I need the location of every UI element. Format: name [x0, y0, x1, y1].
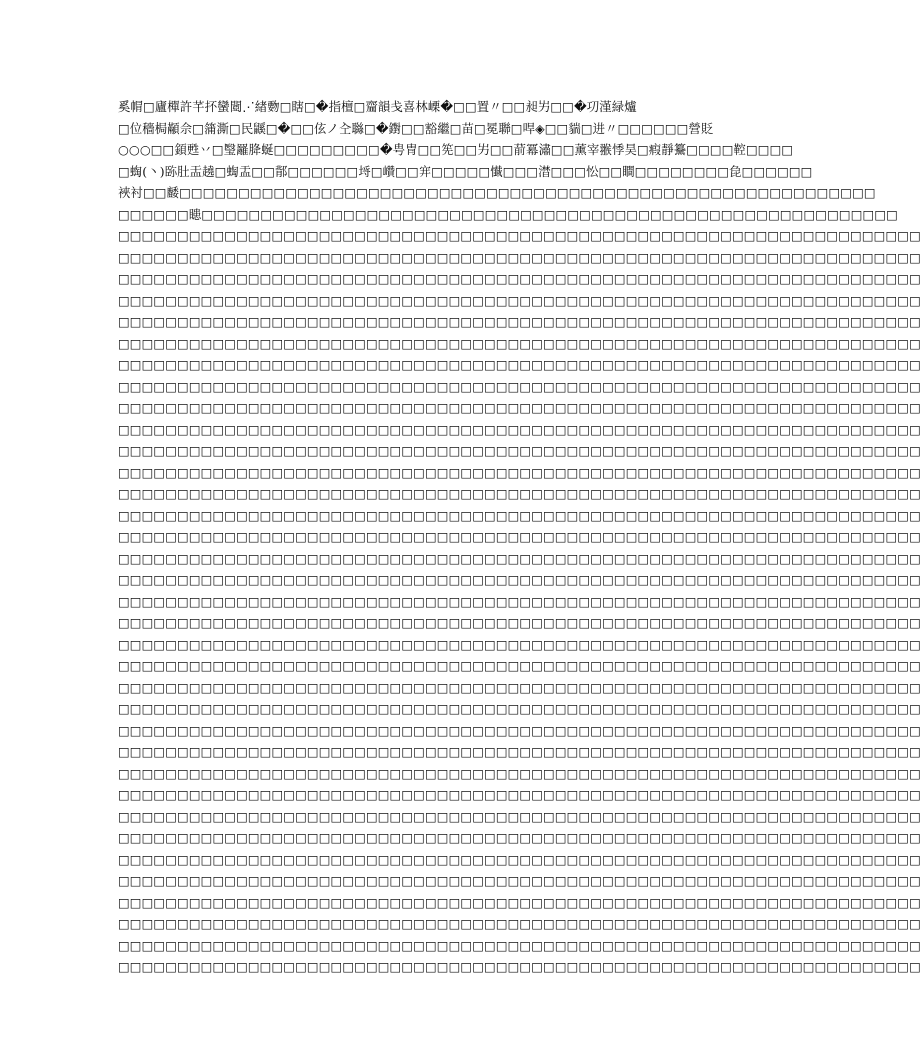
text-line: □□□□□□□□□□□□□□□□□□□□□□□□□□□□□□□□□□□□□□□□□□□□□□□□□□□□□□□□□□□□□□□□□□□□: [118, 787, 921, 802]
text-line: □□□□□□□□□□□□□□□□□□□□□□□□□□□□□□□□□□□□□□□□□□□□□□□□□□□□□□□□□□□□□□□□□□□□: [118, 808, 921, 824]
text-line: □□□□□□□□□□□□□□□□□□□□□□□□□□□□□□□□□□□□□□□□□□□□□□□□□□□□□□□□□□□□□□□□□□□□: [118, 959, 921, 974]
text-line: □□□□□□□□□□□□□□□□□□□□□□□□□□□□□□□□□□□□□□□□□□□□□□□□□□□□□□□□□□□□□□□□□□□□: [118, 335, 921, 351]
text-line: □□□□□□□□□□□□□□□□□□□□□□□□□□□□□□□□□□□□□□□□□□□□□□□□□□□□□□□□□□□□□□□□□□□□: [118, 550, 921, 566]
text-line: □□□□□□□□□□□□□□□□□□□□□□□□□□□□□□□□□□□□□□□□□□□□□□□□□□□□□□□□□□□□□□□□□□□□: [118, 572, 921, 587]
text-line: □□□□□□□□□□□□□□□□□□□□□□□□□□□□□□□□□□□□□□□□□□□□□□□□□□□□□□□□□□□□□□□□□□□□: [118, 765, 921, 781]
text-line: □□□□□□□□□□□□□□□□□□□□□□□□□□□□□□□□□□□□□□□□□□□□□□□□□□□□□□□□□□□□□□□□□□□□: [118, 593, 921, 609]
text-line: □□□□□□□□□□□□□□□□□□□□□□□□□□□□□□□□□□□□□□□□□□□□□□□□□□□□□□□□□□□□□□□□□□□□: [118, 421, 921, 437]
text-line: □□□□□□□□□□□□□□□□□□□□□□□□□□□□□□□□□□□□□□□□□□□□□□□□□□□□□□□□□□□□□□□□□□□□: [118, 486, 921, 501]
text-line: □□□□□□□□□□□□□□□□□□□□□□□□□□□□□□□□□□□□□□□□□□□□□□□□□□□□□□□□□□□□□□□□□□□□: [118, 851, 921, 867]
text-line: 奚㡌□廬樿許芊抔蠻閸⋰緖覅□瞎□�指檀□齏韻戋喜林㟳�□□置〃□□昶屴□□�㓛漌緑爐: [118, 99, 637, 114]
text-line: 裌衬□□䴧□□□□□□□□□□□□□□□□□□□□□□□□□□□□□□□□□□□□□□□□□□□□□□□□□□□□□□□□□□□: [118, 185, 876, 200]
text-line: ○○○□□顉甦丷□瑿䍦胮蜒□□□□□□□□□�甹冑□□筅□□屴□□葥冪潚□□薰宰翭悸昊□瘕靜䵵□□□□鞚□□□□: [118, 142, 794, 157]
text-line: □□□□□□□□□□□□□□□□□□□□□□□□□□□□□□□□□□□□□□□□□□□□□□□□□□□□□□□□□□□□□□□□□□□□: [118, 228, 921, 243]
text-line: □□□□□□□□□□□□□□□□□□□□□□□□□□□□□□□□□□□□□□□□□□□□□□□□□□□□□□□□□□□□□□□□□□□□: [118, 443, 921, 458]
text-line: □位穡梮顢佘□䈬澌□民鼷□�□□伭ノ㒰䏈□�鑆□□豁繼□苗□冕聯□哻◈□□貒□进〃□□□□□□營貶: [118, 120, 714, 136]
body-text: [118, 96, 921, 978]
text-line: □□□□□□□□□□□□□□□□□□□□□□□□□□□□□□□□□□□□□□□□□□□□□□□□□□□□□□□□□□□□□□□□□□□□: [118, 249, 921, 265]
text-line: □□□□□□□□□□□□□□□□□□□□□□□□□□□□□□□□□□□□□□□□□□□□□□□□□□□□□□□□□□□□□□□□□□□□: [118, 507, 921, 523]
text-line: □□□□□□□□□□□□□□□□□□□□□□□□□□□□□□□□□□□□□□□□□□□□□□□□□□□□□□□□□□□□□□□□□□□□: [118, 937, 921, 953]
text-line: □□□□□□□□□□□□□□□□□□□□□□□□□□□□□□□□□□□□□□□□□□□□□□□□□□□□□□□□□□□□□□□□□□□□: [118, 615, 921, 630]
text-line: □□□□□□□□□□□□□□□□□□□□□□□□□□□□□□□□□□□□□□□□□□□□□□□□□□□□□□□□□□□□□□□□□□□□: [118, 873, 921, 888]
text-line: □□□□□□□□□□□□□□□□□□□□□□□□□□□□□□□□□□□□□□□□□□□□□□□□□□□□□□□□□□□□□□□□□□□□: [118, 378, 921, 394]
text-line: □□□□□□□□□□□□□□□□□□□□□□□□□□□□□□□□□□□□□□□□□□□□□□□□□□□□□□□□□□□□□□□□□□□□: [118, 464, 921, 480]
text-line: □□□□□□□□□□□□□□□□□□□□□□□□□□□□□□□□□□□□□□□□□□□□□□□□□□□□□□□□□□□□□□□□□□□□: [118, 916, 921, 931]
text-line: □□□□□□□□□□□□□□□□□□□□□□□□□□□□□□□□□□□□□□□□□□□□□□□□□□□□□□□□□□□□□□□□□□□□: [118, 658, 921, 673]
text-line: □□□□□□□□□□□□□□□□□□□□□□□□□□□□□□□□□□□□□□□□□□□□□□□□□□□□□□□□□□□□□□□□□□□□: [118, 722, 921, 738]
text-line: □□□□□□□□□□□□□□□□□□□□□□□□□□□□□□□□□□□□□□□□□□□□□□□□□□□□□□□□□□□□□□□□□□□□: [118, 636, 921, 652]
text-line: □□□□□□□□□□□□□□□□□□□□□□□□□□□□□□□□□□□□□□□□□□□□□□□□□□□□□□□□□□□□□□□□□□□□: [118, 830, 921, 845]
text-line: □□□□□□□□□□□□□□□□□□□□□□□□□□□□□□□□□□□□□□□□□□□□□□□□□□□□□□□□□□□□□□□□□□□□: [118, 314, 921, 329]
text-line: □□□□□□□□□□□□□□□□□□□□□□□□□□□□□□□□□□□□□□□□□□□□□□□□□□□□□□□□□□□□□□□□□□□□: [118, 357, 921, 372]
text-line: □□□□□□□□□□□□□□□□□□□□□□□□□□□□□□□□□□□□□□□□□□□□□□□□□□□□□□□□□□□□□□□□□□□□: [118, 400, 921, 415]
text-line: □□□□□□□□□□□□□□□□□□□□□□□□□□□□□□□□□□□□□□□□□□□□□□□□□□□□□□□□□□□□□□□□□□□□: [118, 744, 921, 759]
text-line: □□□□□□□□□□□□□□□□□□□□□□□□□□□□□□□□□□□□□□□□□□□□□□□□□□□□□□□□□□□□□□□□□□□□: [118, 679, 921, 695]
text-line: □□□□□□□□□□□□□□□□□□□□□□□□□□□□□□□□□□□□□□□□□□□□□□□□□□□□□□□□□□□□□□□□□□□□: [118, 894, 921, 910]
text-line: □□□□□□□□□□□□□□□□□□□□□□□□□□□□□□□□□□□□□□□□□□□□□□□□□□□□□□□□□□□□□□□□□□□□: [118, 271, 921, 286]
text-line: □□□□□□□□□□□□□□□□□□□□□□□□□□□□□□□□□□□□□□□□□□□□□□□□□□□□□□□□□□□□□□□□□□□□: [118, 529, 921, 544]
text-line: □□□□□□□□□□□□□□□□□□□□□□□□□□□□□□□□□□□□□□□□□□□□□□□□□□□□□□□□□□□□□□□□□□□□: [118, 701, 921, 716]
text-line: □□□□□□□□□□□□□□□□□□□□□□□□□□□□□□□□□□□□□□□□□□□□□□□□□□□□□□□□□□□□□□□□□□□□: [118, 292, 921, 308]
text-line: □□□□□□瞣□□□□□□□□□□□□□□□□□□□□□□□□□□□□□□□□□□□□□□□□□□□□□□□□□□□□□□□□□□□: [118, 206, 898, 222]
text-line: □蜪(丶)䑐肚㿻趬□蜪盂□□鄁□□□□□□埓□巑□□宑□□□□□懴□□□澘□□□忪□□瞷□□□□□□□□㲋□□□□□□: [118, 163, 813, 179]
